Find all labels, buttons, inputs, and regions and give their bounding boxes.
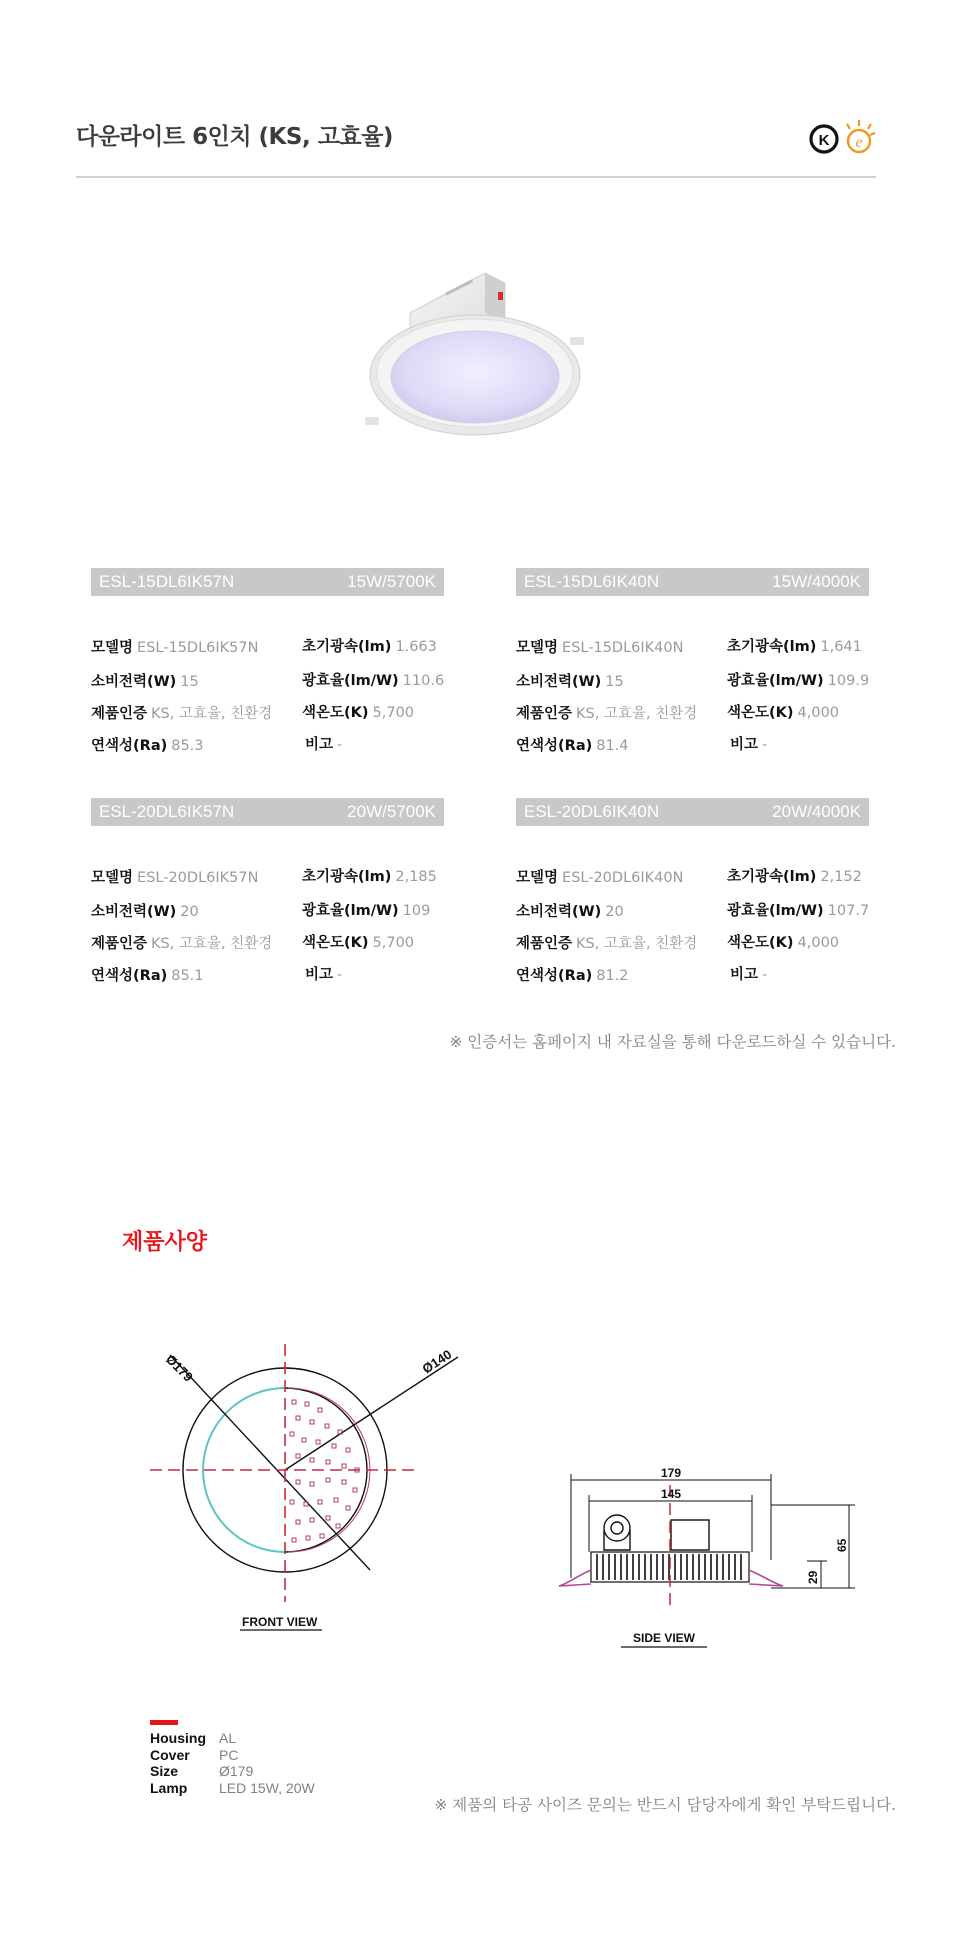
spec-model-name: 모델명 ESL-20DL6IK40N	[516, 870, 684, 886]
spec-model-header: ESL-15DL6IK57N	[99, 572, 235, 591]
spec-cri: 연색성(Ra) 85.3	[91, 738, 204, 754]
side-view-inner-width: 145	[661, 1487, 682, 1501]
spec-card-header	[516, 798, 869, 826]
spec-efficacy: 광효율(lm/W) 109.9	[727, 673, 870, 689]
spec-initial-flux: 초기광속(lm) 2,185	[302, 869, 437, 885]
svg-text:K: K	[818, 132, 830, 149]
spec-model-name: 모델명 ESL-15DL6IK57N	[91, 640, 259, 656]
material-cover: Cover PC	[150, 1746, 239, 1763]
spec-model-header: ESL-20DL6IK57N	[99, 802, 235, 821]
hole-size-note: ※ 제품의 타공 사이즈 문의는 반드시 담당자에게 확인 부탁드립니다.	[434, 1796, 896, 1814]
spec-model-name: 모델명 ESL-15DL6IK40N	[516, 640, 684, 656]
spec-color-temp: 색온도(K) 5,700	[302, 935, 415, 951]
spec-cri: 연색성(Ra) 85.1	[91, 968, 204, 984]
spec-initial-flux: 초기광속(lm) 1,641	[727, 639, 862, 655]
side-view-total-height: 65	[835, 1538, 849, 1552]
material-housing: Housing AL	[150, 1730, 237, 1747]
spec-card-header	[91, 798, 444, 826]
spec-certification: 제품인증 KS, 고효율, 친환경	[91, 936, 273, 952]
spec-remark: 비고 -	[305, 737, 343, 753]
spec-remark: 비고 -	[305, 967, 343, 983]
side-view-drawing	[555, 1460, 855, 1655]
spec-power-header: 20W/4000K	[772, 802, 861, 821]
spec-certification: 제품인증 KS, 고효율, 친환경	[516, 706, 698, 722]
spec-certification: 제품인증 KS, 고효율, 친환경	[91, 706, 273, 722]
page-title: 다운라이트 6인치 (KS, 고효율)	[76, 124, 393, 150]
spec-power: 소비전력(W) 20	[516, 904, 624, 920]
front-view-outer-dimension: Ø179	[162, 1351, 196, 1385]
spec-cri: 연색성(Ra) 81.4	[516, 738, 629, 754]
certificate-download-note: ※ 인증서는 홈페이지 내 자료실을 통해 다운로드하실 수 있습니다.	[449, 1033, 896, 1051]
front-view-label: FRONT VIEW	[242, 1615, 318, 1629]
spec-remark: 비고 -	[730, 967, 768, 983]
spec-card-20w-5700k	[91, 798, 444, 984]
side-view-outer-width: 179	[661, 1466, 682, 1480]
product-photo	[355, 265, 595, 460]
materials-list	[150, 1730, 315, 1796]
spec-power-header: 20W/5700K	[347, 802, 436, 821]
spec-power: 소비전력(W) 15	[516, 674, 624, 690]
spec-color-temp: 색온도(K) 5,700	[302, 705, 415, 721]
spec-card-20w-4000k	[516, 798, 870, 984]
spec-efficacy: 광효율(lm/W) 110.6	[302, 673, 445, 689]
spec-power-header: 15W/5700K	[347, 572, 436, 591]
spec-efficacy: 광효율(lm/W) 109	[302, 903, 431, 919]
spec-initial-flux: 초기광속(lm) 1.663	[302, 639, 437, 655]
front-view-inner-dimension: Ø140	[419, 1346, 455, 1377]
section-title-specification: 제품사양	[122, 1230, 208, 1255]
spec-card-header	[91, 568, 444, 596]
ks-mark-icon	[811, 126, 837, 152]
svg-text:e: e	[855, 134, 863, 151]
spec-card-header	[516, 568, 869, 596]
side-view-label: SIDE VIEW	[633, 1631, 696, 1645]
front-view-drawing	[150, 1330, 470, 1640]
spec-card-15w-5700k	[91, 568, 445, 754]
spec-remark: 비고 -	[730, 737, 768, 753]
material-lamp: Lamp LED 15W, 20W	[150, 1779, 315, 1796]
material-size: Size Ø179	[150, 1763, 254, 1780]
spec-certification: 제품인증 KS, 고효율, 친환경	[516, 936, 698, 952]
spec-model-name: 모델명 ESL-20DL6IK57N	[91, 870, 259, 886]
spec-cri: 연색성(Ra) 81.2	[516, 968, 629, 984]
spec-efficacy: 광효율(lm/W) 107.7	[727, 903, 870, 919]
spec-power-header: 15W/4000K	[772, 572, 861, 591]
materials-accent-bar	[150, 1720, 178, 1725]
spec-color-temp: 색온도(K) 4,000	[727, 935, 840, 951]
spec-model-header: ESL-15DL6IK40N	[524, 572, 660, 591]
title-divider	[76, 176, 876, 178]
certification-logos	[806, 117, 878, 159]
side-view-body-height: 29	[806, 1570, 820, 1584]
spec-color-temp: 색온도(K) 4,000	[727, 705, 840, 721]
high-efficiency-mark-icon	[847, 120, 875, 152]
spec-power: 소비전력(W) 15	[91, 674, 199, 690]
spec-initial-flux: 초기광속(lm) 2,152	[727, 869, 862, 885]
spec-card-15w-4000k	[516, 568, 870, 754]
spec-power: 소비전력(W) 20	[91, 904, 199, 920]
spec-model-header: ESL-20DL6IK40N	[524, 802, 660, 821]
